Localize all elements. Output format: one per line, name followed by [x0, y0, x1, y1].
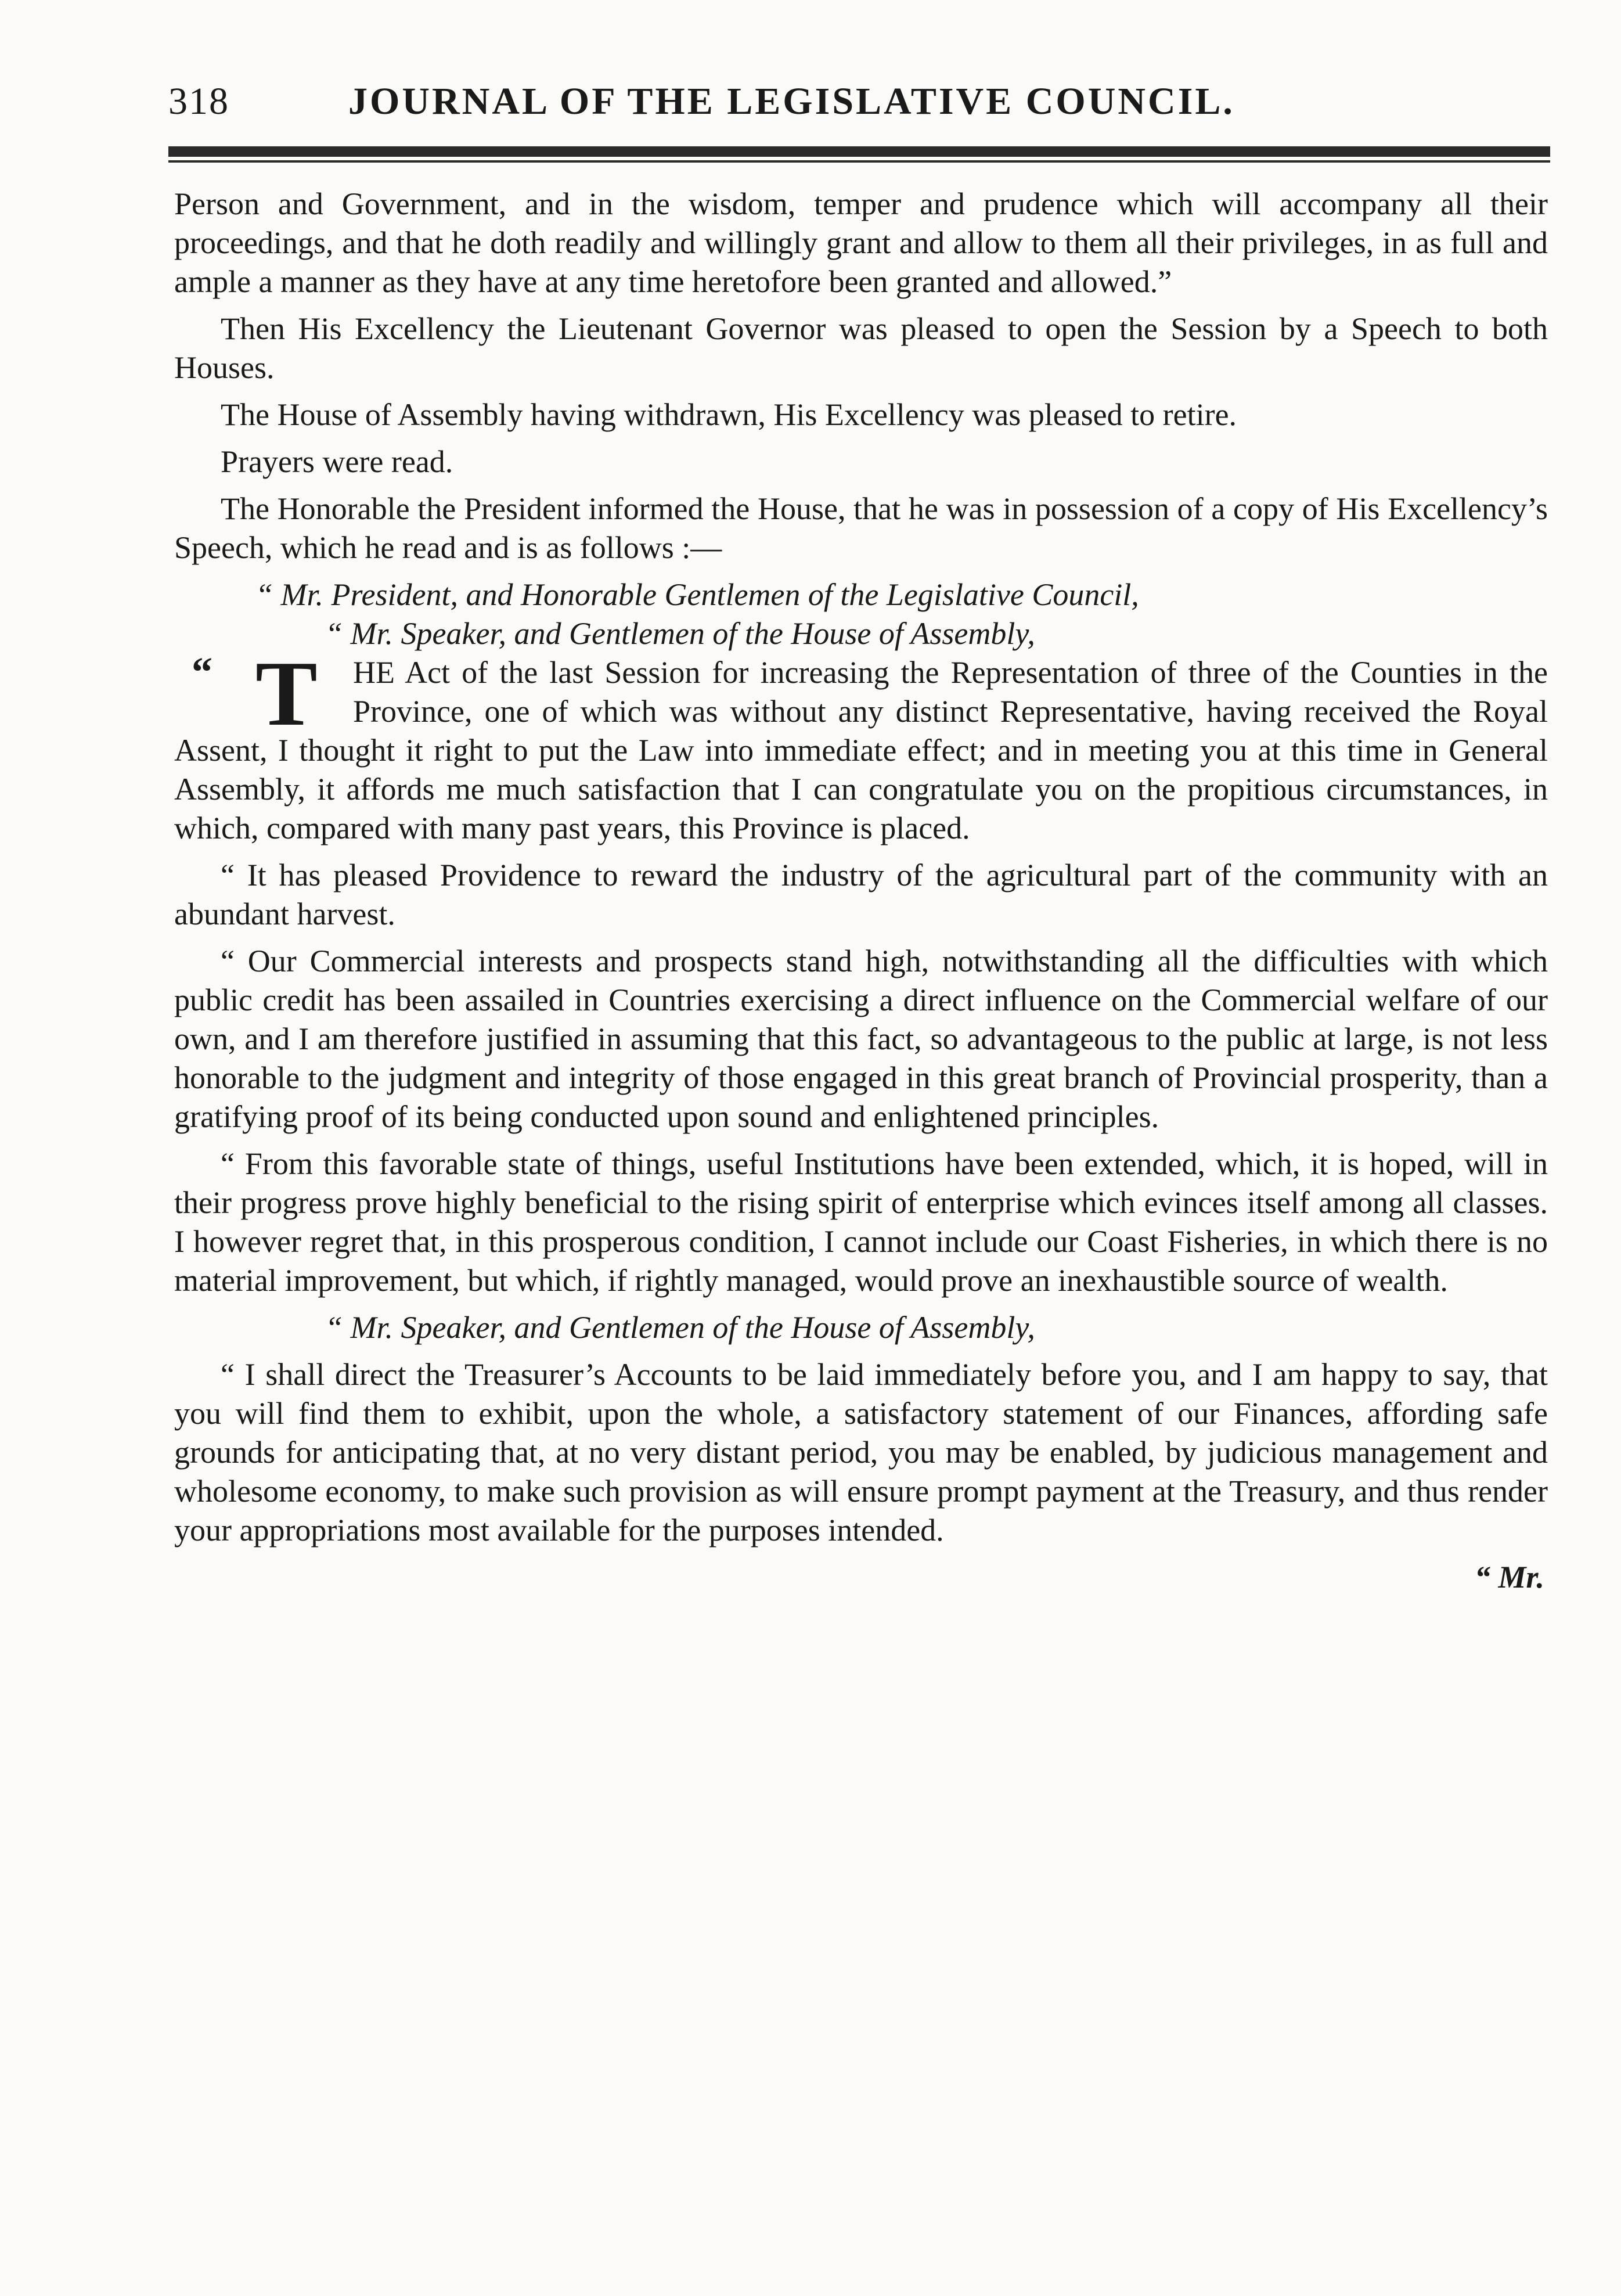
speech-paragraph-3: “ Our Commercial interests and prospects stand high, notwithstanding all the difficulties with which public credit has been assailed in Countries exercising a direct influence on the Commercial welfare of our own, and I am therefore justified in assuming that this fact, so advantageous to the public at large, is not less honorable to the judgment and integrity of those engaged in this great branch of Provincial prosperity, than a gratifying proof of its being conducted upon sound and enlightened principles.: [174, 944, 1548, 1134]
catchword: “ Mr.: [1474, 1560, 1544, 1595]
speech-paragraph-4: “ From this favorable state of things, useful Institutions have been extended, which, it is hoped, will in their progress prove highly beneficial to the rising spirit of enterprise which evinces itself among all classes. I however regret that, in this prosperous condition, I cannot include our Coast Fisheries, in which there is no material improvement, but which, if rightly managed, would prove an inexhaustible source of wealth.: [174, 1146, 1548, 1298]
paragraph-continuation: Person and Government, and in the wisdom, temper and prudence which will accompany all their proceedings, and that he doth readily and willingly grant and allow to them all their privileges, in as full and ample a manner as they have at any time heretofore been granted and allowed.”: [174, 186, 1548, 299]
address-assembly: “ Mr. Speaker, and Gentlemen of the House of Assembly,: [325, 616, 1035, 651]
speech-paragraph-1: [174, 642, 1548, 848]
paragraph-assembly-withdrawn: The House of Assembly having withdrawn, His Excellency was pleased to retire.: [221, 397, 1237, 432]
paragraph-president-informed: The Honorable the President informed the House, that he was in possession of a copy of His Excellency’s Speech, which he read and is as follows :—: [174, 491, 1548, 565]
opening-quote-mark: “: [192, 649, 212, 695]
speech-paragraph-1-text: HE Act of the last Session for increasing the Representation of three of the Counties in the Province, one of which was without any distinct Representative, having received the Royal Assent, I thought it right to put the Law into immediate effect; and in meeting you at this time in General Assembly, it affords me much satisfaction that I can congratulate you on the propitious circumstances, in which, compared with many past years, this Province is placed.: [174, 655, 1548, 845]
address-assembly-2: “ Mr. Speaker, and Gentlemen of the House of Assembly,: [325, 1310, 1035, 1345]
page-body: [174, 185, 1548, 1605]
header-rule: [168, 146, 1550, 157]
speech-paragraph-2: “ It has pleased Providence to reward the industry of the agricultural part of the community with an abundant harvest.: [174, 858, 1548, 931]
drop-cap-block: [174, 642, 348, 745]
journal-title: JOURNAL OF THE LEGISLATIVE COUNCIL.: [348, 80, 1235, 123]
header-rule-thin: [168, 160, 1550, 163]
paragraph-prayers: Prayers were read.: [221, 444, 453, 479]
drop-cap: T: [255, 642, 318, 745]
running-head: [168, 75, 1550, 128]
address-council: “ Mr. President, and Honorable Gentlemen of the Legislative Council,: [255, 577, 1139, 612]
speech-paragraph-5: “ I shall direct the Treasurer’s Accounts to be laid immediately before you, and I am happy to say, that you will find them to exhibit, upon the whole, a satisfactory statement of our Finances, affording safe grounds for anticipating that, at no very distant period, you may be enabled, by judicious management and wholesome economy, to make such provision as will ensure prompt payment at the Treasury, and thus render your appropriations most available for the purposes intended.: [174, 1357, 1548, 1548]
page-number: 318: [168, 80, 229, 123]
paragraph-speech-opening: Then His Excellency the Lieutenant Governor was pleased to open the Session by a Speech to both Houses.: [174, 311, 1548, 385]
